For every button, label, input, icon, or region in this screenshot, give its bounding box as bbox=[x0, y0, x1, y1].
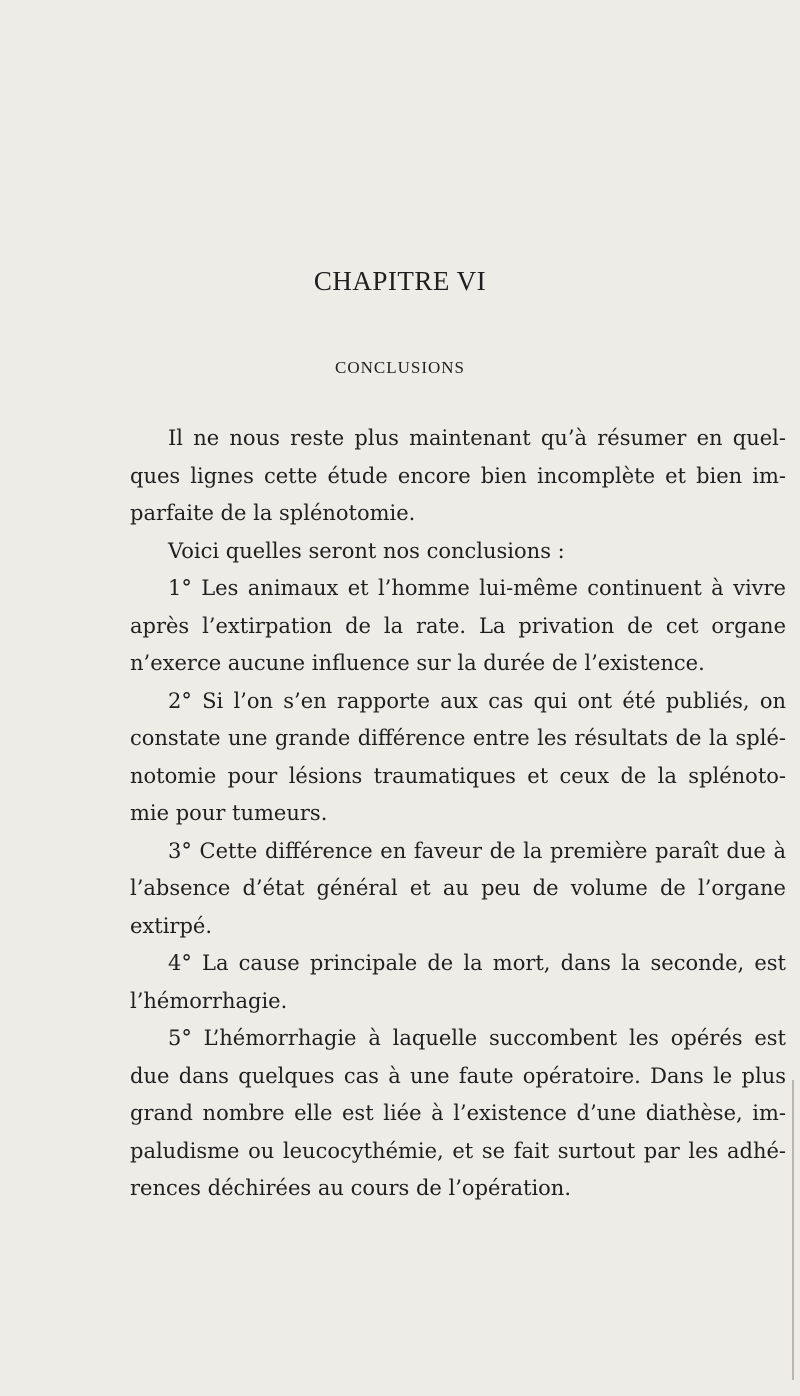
text-line: ques lignes cette étude encore bien incomplète et bien im- bbox=[130, 463, 786, 488]
text-line: notomie pour lésions traumatiques et ceux de la splénoto- bbox=[130, 763, 786, 788]
chapter-title: CHAPITRE VI bbox=[313, 266, 487, 296]
text-line: parfaite de la splénotomie. bbox=[130, 501, 416, 525]
paragraph bbox=[130, 683, 786, 833]
text-line: n’exerce aucune influence sur la durée de l’existence. bbox=[130, 651, 705, 675]
text-line: Il ne nous reste plus maintenant qu’à résumer en quel- bbox=[168, 426, 786, 450]
text-line: rences déchirées au cours de l’opération. bbox=[130, 1176, 571, 1200]
paragraph bbox=[130, 570, 786, 683]
text-line: paludisme ou leucocythémie, et se fait surtout par les adhé- bbox=[130, 1138, 786, 1163]
text-line: 2° Si l’on s’en rapporte aux cas qui ont été publiés, on bbox=[168, 688, 786, 713]
paragraph bbox=[130, 533, 786, 571]
text-line: l’absence d’état général et au peu de volume de l’organe bbox=[130, 876, 786, 900]
section-title: CONCLUSIONS bbox=[334, 358, 466, 377]
text-line: l’hémorrhagie. bbox=[130, 988, 288, 1013]
text-line: après l’extirpation de la rate. La privation de cet organe bbox=[130, 613, 786, 638]
text-line: extirpé. bbox=[130, 913, 213, 938]
text-line: mie pour tumeurs. bbox=[130, 801, 328, 825]
text-line: Voici quelles seront nos conclusions : bbox=[168, 538, 565, 563]
text-line: 4° La cause principale de la mort, dans la seconde, est bbox=[168, 951, 786, 975]
text-line: 3° Cette différence en faveur de la première paraît due à bbox=[168, 838, 786, 863]
text-line: 5° L’hémorrhagie à laquelle succombent les opérés est bbox=[168, 1026, 786, 1050]
paragraph bbox=[130, 945, 786, 1020]
paragraph bbox=[130, 833, 786, 946]
body-text bbox=[130, 420, 786, 1208]
page-edge-shadow bbox=[792, 1080, 794, 1380]
text-line: due dans quelques cas à une faute opératoire. Dans le plus bbox=[130, 1063, 786, 1088]
text-line: 1° Les animaux et l’homme lui-même continuent à vivre bbox=[168, 576, 786, 600]
paragraph bbox=[130, 420, 786, 533]
paragraph bbox=[130, 1020, 786, 1208]
text-line: constate une grande différence entre les résultats de la splé- bbox=[130, 726, 786, 750]
text-line: grand nombre elle est liée à l’existence d’une diathèse, im- bbox=[130, 1101, 786, 1125]
